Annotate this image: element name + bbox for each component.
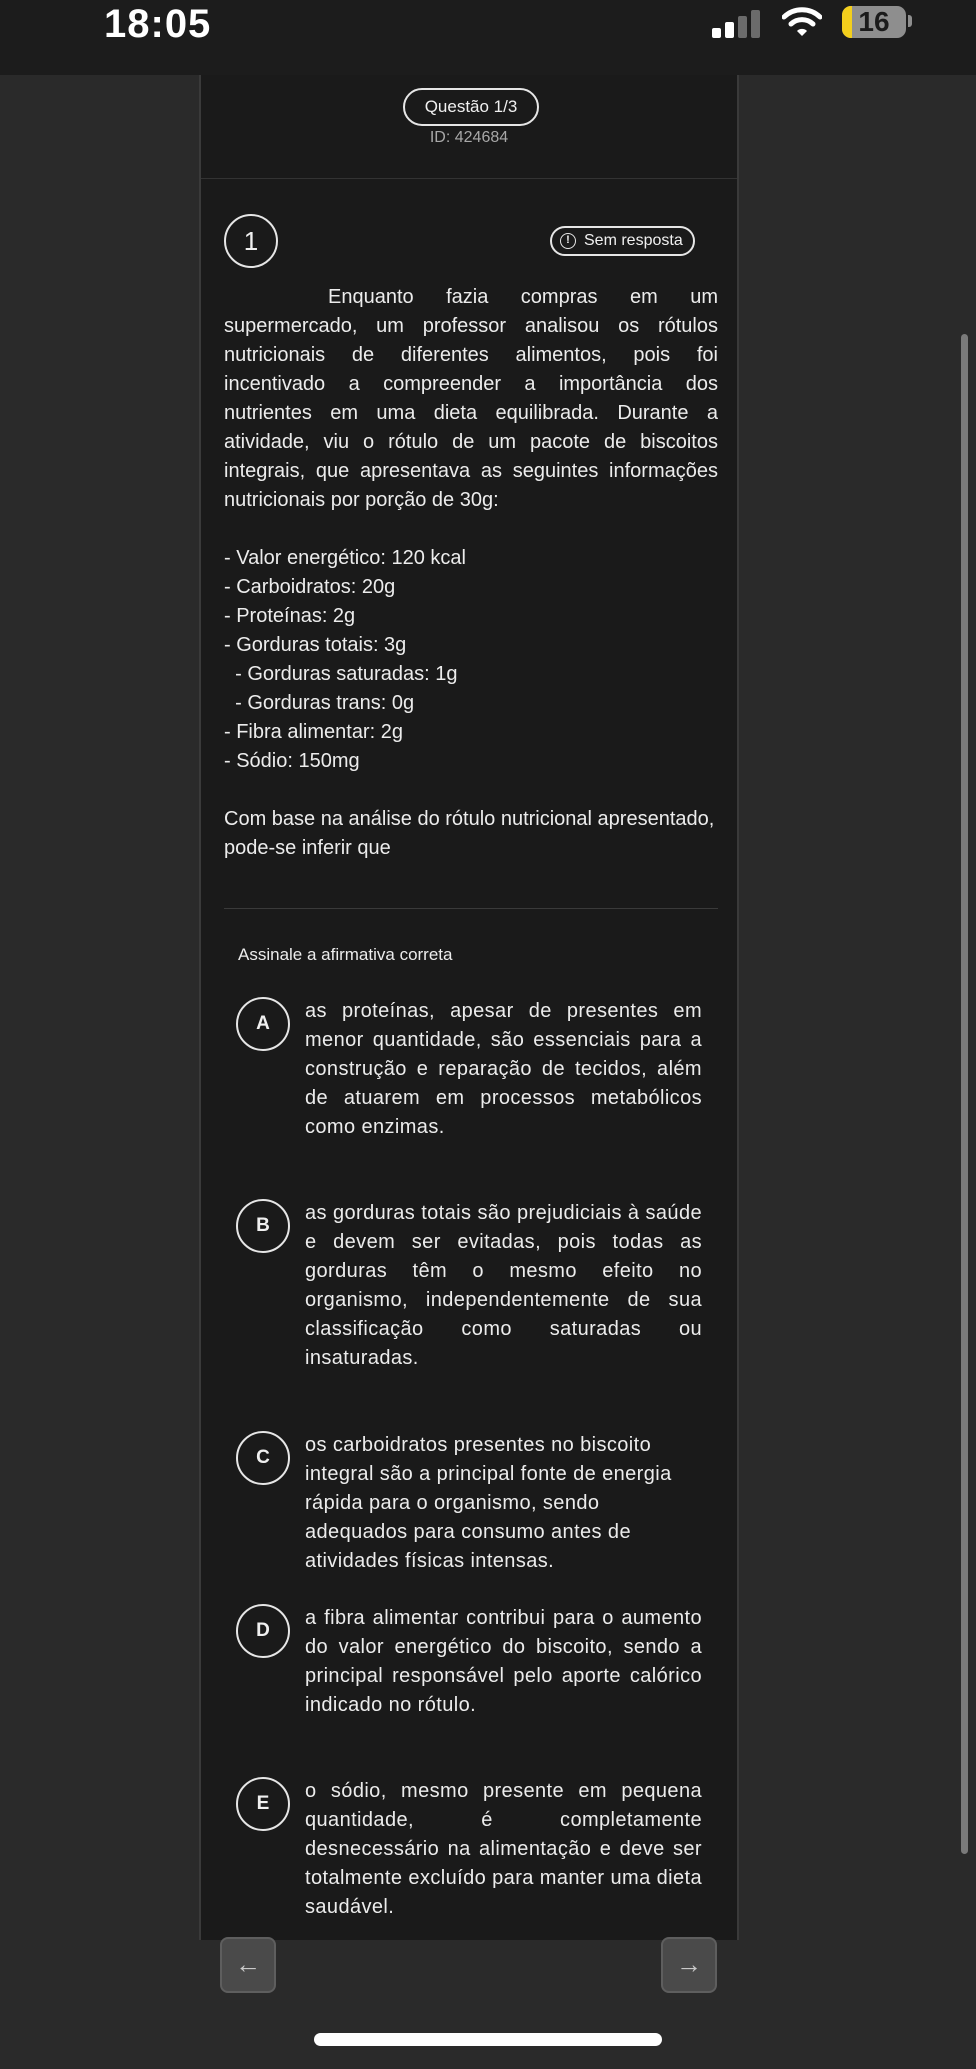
question-id: ID: 424684 [429,129,509,146]
option-text[interactable]: a fibra alimentar contribui para o aumento do valor energético do biscoito, sendo a principal responsável pelo aporte calórico indicado no rótulo. [305,1607,702,1716]
bottom-bar [0,1940,976,2069]
option-b[interactable] [236,1199,711,1409]
status-badge [550,226,695,256]
list-item: - Sódio: 150mg [224,750,360,772]
home-indicator[interactable] [314,2033,662,2046]
question-paragraph: Enquanto fazia compras em um supermercado, um professor analisou os rótulos nutricionais de diferentes alimentos, pois foi incentivado a compreender a importância dos nutrientes em uma dieta equilibrada. Durante a atividade, viu o rótulo de um pacote de biscoitos integrais, que apresentava as seguintes informações nutricionais por porção de 30g: [224,286,718,511]
previous-button[interactable] [220,1937,276,1993]
option-letter[interactable]: E [236,1777,290,1831]
question-number: 1 [224,214,278,268]
battery-indicator [842,6,906,38]
wifi-icon [782,6,822,38]
option-text[interactable]: as gorduras totais são prejudiciais à saúde e devem ser evitadas, pois todas as gorduras têm o mesmo efeito no organismo, independentemente de sua classificação como saturadas ou insaturadas. [305,1202,702,1369]
option-e[interactable] [236,1777,711,1940]
scrollbar[interactable] [961,334,968,1854]
arrow-left-icon: ← [235,1949,261,1979]
option-text[interactable]: o sódio, mesmo presente em pequena quantidade, é completamente desnecessário na alimentação e deve ser totalmente excluído para manter uma dieta saudável. [305,1780,702,1918]
option-a[interactable] [236,997,711,1177]
option-d[interactable] [236,1604,711,1754]
list-item: - Gorduras saturadas: 1g [224,663,458,685]
nutrient-list [224,544,718,776]
list-item: - Proteínas: 2g [224,605,356,627]
status-bar [0,0,976,75]
signal-bars-icon [712,10,764,38]
alert-icon: ! [560,233,576,249]
list-item: - Carboidratos: 20g [224,576,396,598]
answer-instruction: Assinale a afirmativa correta [238,945,453,964]
list-item: - Valor energético: 120 kcal [224,547,466,569]
status-time: 18:05 [104,2,212,46]
list-item: - Gorduras trans: 0g [224,692,415,714]
status-badge-label: Sem resposta [584,232,683,249]
divider [224,908,718,909]
option-letter[interactable]: B [236,1199,290,1253]
question-statement [224,283,718,863]
question-card [199,75,739,1940]
list-item: - Gorduras totais: 3g [224,634,407,656]
option-text[interactable]: os carboidratos presentes no biscoito integral são a principal fonte de energia rápida para o organismo, sendo adequados para consumo antes de atividades físicas intensas. [305,1434,672,1572]
option-letter[interactable]: A [236,997,290,1051]
arrow-right-icon: → [676,1949,702,1979]
battery-percentage: 16 [858,6,890,37]
option-c[interactable] [236,1431,711,1581]
question-conclusion: Com base na análise do rótulo nutricional apresentado, pode-se inferir que [224,808,715,859]
card-header [201,75,737,179]
option-text[interactable]: as proteínas, apesar de presentes em menor quantidade, são essenciais para a construção e reparação de tecidos, além de atuarem em processos metabólicos como enzimas. [305,1000,702,1138]
battery-cap [908,15,912,27]
list-item: - Fibra alimentar: 2g [224,721,403,743]
question-counter: Questão 1/3 [403,88,539,126]
next-button[interactable] [661,1937,717,1993]
option-letter[interactable]: C [236,1431,290,1485]
option-letter[interactable]: D [236,1604,290,1658]
